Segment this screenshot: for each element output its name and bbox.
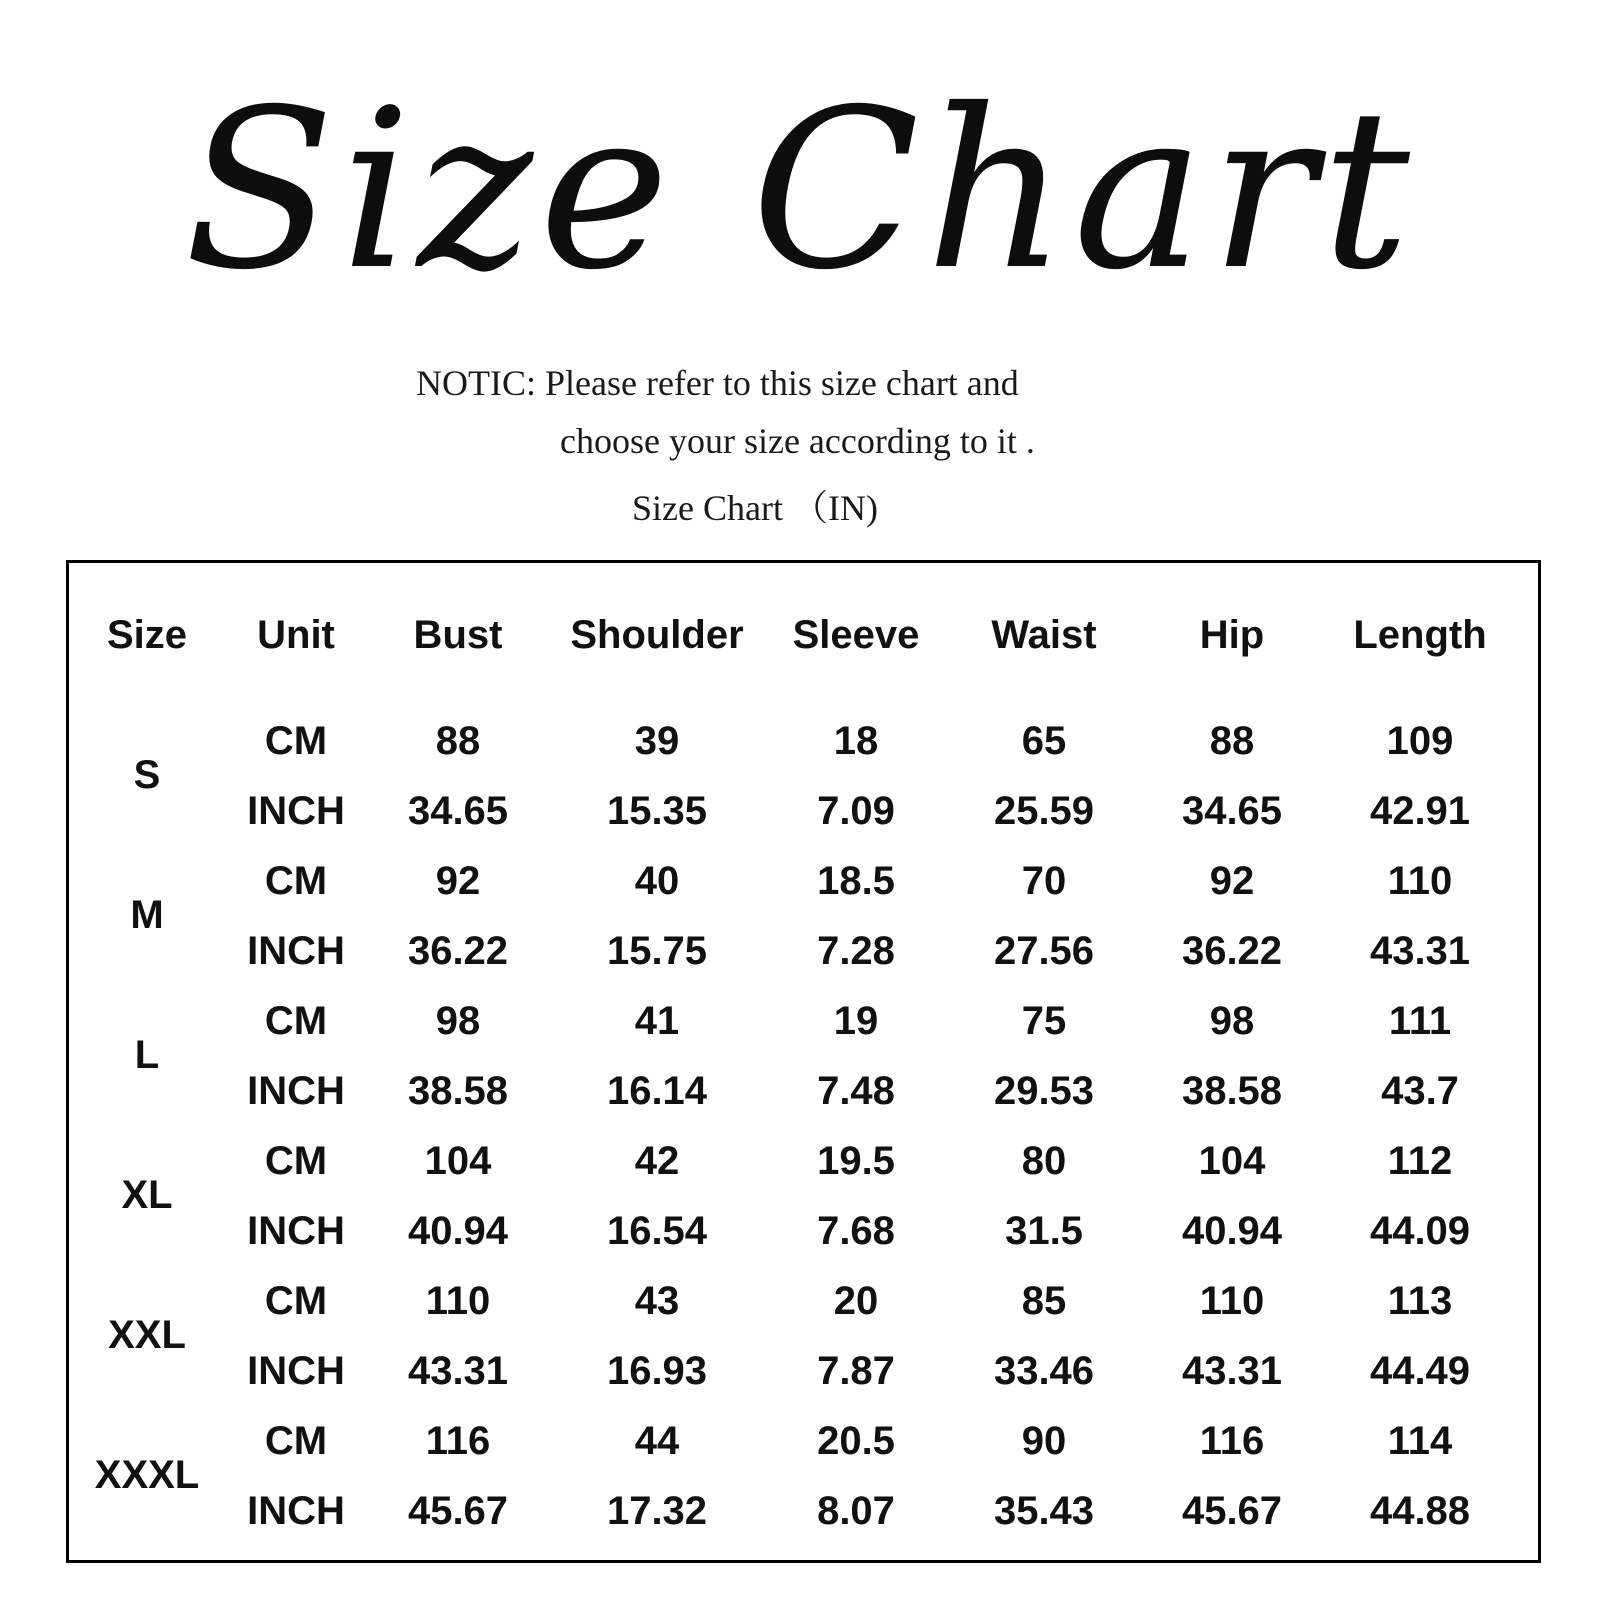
table-cell: INCH xyxy=(247,929,345,973)
table-cell: 90 xyxy=(1021,1419,1067,1463)
table-cell: INCH xyxy=(247,1489,345,1533)
table-cell: 7.28 xyxy=(817,929,895,973)
size-label: XL xyxy=(121,1173,173,1217)
table-cell: 85 xyxy=(1021,1279,1067,1323)
table-cell: 88 xyxy=(435,719,481,763)
table-cell: 34.65 xyxy=(407,789,509,833)
size-label: XXL xyxy=(108,1313,186,1357)
table-cell: 80 xyxy=(1021,1139,1067,1183)
table-cell: INCH xyxy=(247,1069,345,1113)
table-cell: 43.31 xyxy=(407,1349,509,1393)
table-cell: 8.07 xyxy=(817,1489,895,1533)
table-cell: 42.91 xyxy=(1369,789,1471,833)
table-cell: 43 xyxy=(634,1279,680,1323)
table-cell: 110 xyxy=(1387,859,1453,903)
table-cell: INCH xyxy=(247,1209,345,1253)
table-cell: 36.22 xyxy=(407,929,509,973)
table-cell: 70 xyxy=(1021,859,1067,903)
table-cell: 31.5 xyxy=(1005,1209,1083,1253)
page-title: Size Chart xyxy=(184,62,1416,318)
table-cell: 116 xyxy=(425,1419,491,1463)
table-cell: 20 xyxy=(833,1279,879,1323)
table-cell: 98 xyxy=(435,999,481,1043)
table-cell: 92 xyxy=(435,859,481,903)
table-cell: 19.5 xyxy=(817,1139,895,1183)
table-cell: 20.5 xyxy=(817,1419,895,1463)
table-cell: 114 xyxy=(1387,1419,1453,1463)
table-cell: 40.94 xyxy=(1181,1209,1283,1253)
notice-line-2: choose your size according to it . xyxy=(560,421,1035,461)
table-cell: 113 xyxy=(1387,1279,1453,1323)
table-cell: 110 xyxy=(1199,1279,1265,1323)
table-cell: 110 xyxy=(425,1279,491,1323)
table-cell: 16.93 xyxy=(606,1349,708,1393)
table-cell: 44 xyxy=(634,1419,680,1463)
size-table xyxy=(66,560,1541,1563)
table-cell: 25.59 xyxy=(993,789,1095,833)
table-cell: 40.94 xyxy=(407,1209,509,1253)
size-label: XXXL xyxy=(94,1453,200,1497)
header-length: Length xyxy=(1353,613,1487,657)
table-cell: 45.67 xyxy=(407,1489,509,1533)
table-cell: 19 xyxy=(833,999,879,1043)
table-cell: 44.49 xyxy=(1369,1349,1471,1393)
table-cell: 18 xyxy=(833,719,879,763)
table-cell: 45.67 xyxy=(1181,1489,1283,1533)
table-cell: CM xyxy=(264,859,328,903)
table-cell: 41 xyxy=(634,999,680,1043)
header-unit: Unit xyxy=(257,613,335,657)
table-cell: 116 xyxy=(1199,1419,1265,1463)
table-cell: 27.56 xyxy=(993,929,1095,973)
size-label: L xyxy=(134,1033,160,1077)
size-label: S xyxy=(133,753,161,797)
header-bust: Bust xyxy=(413,613,503,657)
table-cell: CM xyxy=(264,1139,328,1183)
table-cell: 7.48 xyxy=(817,1069,895,1113)
table-cell: 75 xyxy=(1021,999,1067,1043)
table-cell: CM xyxy=(264,1279,328,1323)
table-cell: 34.65 xyxy=(1181,789,1283,833)
table-cell: 44.09 xyxy=(1369,1209,1471,1253)
table-cell: 16.54 xyxy=(606,1209,708,1253)
table-cell: 98 xyxy=(1209,999,1255,1043)
table-cell: 40 xyxy=(634,859,680,903)
table-cell: 35.43 xyxy=(993,1489,1095,1533)
table-cell: 44.88 xyxy=(1369,1489,1471,1533)
table-cell: 39 xyxy=(634,719,680,763)
table-cell: 88 xyxy=(1209,719,1255,763)
table-cell: 7.68 xyxy=(817,1209,895,1253)
table-cell: 16.14 xyxy=(606,1069,708,1113)
table-cell: CM xyxy=(264,1419,328,1463)
table-cell: CM xyxy=(264,999,328,1043)
table-cell: 33.46 xyxy=(993,1349,1095,1393)
table-cell: 17.32 xyxy=(606,1489,708,1533)
table-cell: 43.31 xyxy=(1181,1349,1283,1393)
table-cell: 104 xyxy=(1198,1139,1266,1183)
table-subtitle: Size Chart （IN) xyxy=(632,488,878,528)
table-cell: CM xyxy=(264,719,328,763)
table-cell: 92 xyxy=(1209,859,1255,903)
size-label: M xyxy=(130,893,164,937)
notice-line-1: NOTIC: Please refer to this size chart and xyxy=(416,363,1019,403)
header-sleeve: Sleeve xyxy=(792,613,920,657)
table-cell: 104 xyxy=(424,1139,492,1183)
table-cell: 15.75 xyxy=(606,929,708,973)
table-cell: 111 xyxy=(1388,999,1452,1043)
header-waist: Waist xyxy=(991,613,1097,657)
table-cell: 15.35 xyxy=(606,789,708,833)
header-size: Size xyxy=(106,613,188,657)
table-cell: 38.58 xyxy=(1181,1069,1283,1113)
table-cell: 38.58 xyxy=(407,1069,509,1113)
table-cell: 7.09 xyxy=(817,789,895,833)
table-cell: INCH xyxy=(247,789,345,833)
table-cell: 112 xyxy=(1387,1139,1453,1183)
table-cell: 7.87 xyxy=(817,1349,895,1393)
table-cell: 18.5 xyxy=(817,859,895,903)
table-cell: 29.53 xyxy=(993,1069,1095,1113)
table-cell: 109 xyxy=(1386,719,1454,763)
table-cell: INCH xyxy=(247,1349,345,1393)
table-cell: 36.22 xyxy=(1181,929,1283,973)
table-cell: 43.31 xyxy=(1369,929,1471,973)
table-cell: 43.7 xyxy=(1381,1069,1459,1113)
header-shoulder: Shoulder xyxy=(570,613,744,657)
table-cell: 42 xyxy=(634,1139,680,1183)
header-hip: Hip xyxy=(1199,613,1265,657)
table-cell: 65 xyxy=(1021,719,1067,763)
